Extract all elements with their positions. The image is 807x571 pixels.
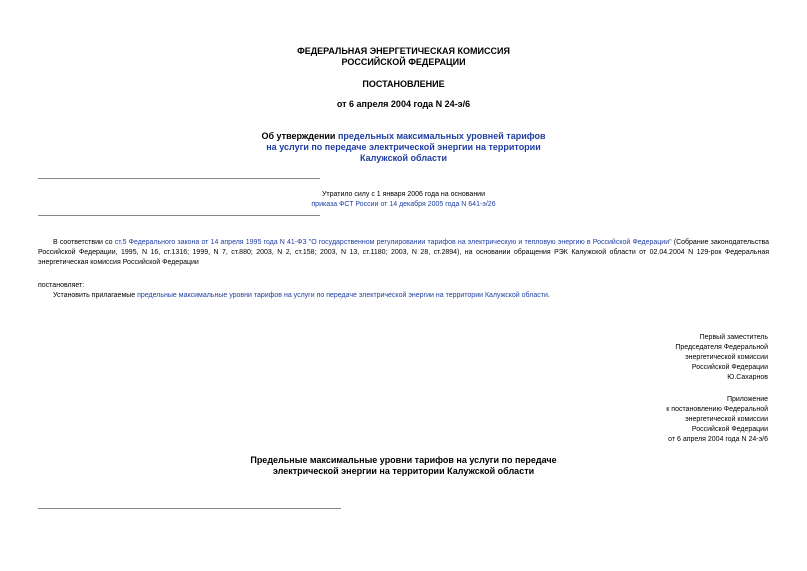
signature-line-3: энергетической комиссии bbox=[685, 354, 768, 361]
title-link-1[interactable]: предельных максимальных уровней тарифов bbox=[337, 131, 546, 141]
appendix-line-2: к постановлению Федеральной bbox=[666, 406, 768, 413]
status-note bbox=[200, 190, 607, 210]
law-link[interactable]: ст.5 Федерального закона от 14 апреля 1995 года N 41-ФЗ "О государственном регулировании тарифов на электрическую и тепловую энергию в Российской Федерации" bbox=[114, 239, 672, 246]
appendix-line-5: от 6 апреля 2004 года N 24-э/6 bbox=[668, 436, 768, 443]
appendix-title bbox=[150, 455, 657, 477]
appendix-line-1: Приложение bbox=[726, 396, 768, 403]
appendix-line-3: энергетической комиссии bbox=[685, 416, 768, 423]
appendix-link[interactable]: предельные максимальные уровни тарифов на услуги по передаче электрической энергии на территории Калужской области bbox=[137, 292, 548, 299]
p1-text-b: (Собрание законодательства Российской Федерации, 1995, N 16, ст.1316; 1999, N 7, ст.880; 2003, N 2, ст.158; 2003, N 13, ст.1180; 2003, N 28, ст.2894), на основании обращения РЭК Калужской области от 02.04.2004 N 129-рок Федеральная энергетическая комиссия Российской Федерации bbox=[38, 239, 769, 266]
paragraph-establish bbox=[53, 291, 769, 301]
document-title bbox=[200, 131, 607, 164]
document-type: ПОСТАНОВЛЕНИЕ bbox=[362, 79, 445, 89]
p2-text-a: Установить прилагаемые bbox=[53, 292, 138, 299]
p2-text-b: . bbox=[547, 292, 550, 299]
header-commission: ФЕДЕРАЛЬНАЯ ЭНЕРГЕТИЧЕСКАЯ КОМИССИЯ bbox=[297, 46, 510, 56]
header bbox=[200, 46, 607, 68]
title-link-2[interactable]: на услуги по передаче электрической энергии на территории bbox=[266, 142, 541, 152]
appendix-line-4: Российской Федерации bbox=[691, 426, 768, 433]
paragraph-basis bbox=[38, 238, 769, 268]
status-text: Утратило силу с 1 января 2006 года на основании bbox=[321, 191, 486, 198]
resolves-text: постановляет: bbox=[38, 282, 85, 289]
signature-line-1: Первый заместитель bbox=[699, 334, 768, 341]
signature-block bbox=[560, 333, 768, 383]
divider-bottom bbox=[38, 215, 320, 216]
title-prefix: Об утверждении bbox=[261, 131, 338, 141]
title-link-3[interactable]: Калужской области bbox=[359, 153, 447, 163]
appendix-title-line-1: Предельные максимальные уровни тарифов на услуги по передаче bbox=[250, 455, 557, 465]
divider-footer bbox=[38, 508, 341, 509]
divider-top bbox=[38, 178, 320, 179]
header-country: РОССИЙСКОЙ ФЕДЕРАЦИИ bbox=[341, 57, 466, 67]
document-date-number: от 6 апреля 2004 года N 24-э/6 bbox=[336, 99, 471, 109]
signature-line-4: Российской Федерации bbox=[691, 364, 768, 371]
p1-text-a: В соответствии со bbox=[53, 239, 115, 246]
signature-name: Ю.Сахарнов bbox=[727, 374, 768, 381]
appendix-block bbox=[560, 395, 768, 445]
status-link[interactable]: приказа ФСТ России от 14 декабря 2005 года N 641-э/26 bbox=[311, 201, 496, 208]
signature-line-2: Председателя Федеральной bbox=[675, 344, 768, 351]
appendix-title-line-2: электрической энергии на территории Калужской области bbox=[272, 466, 535, 476]
